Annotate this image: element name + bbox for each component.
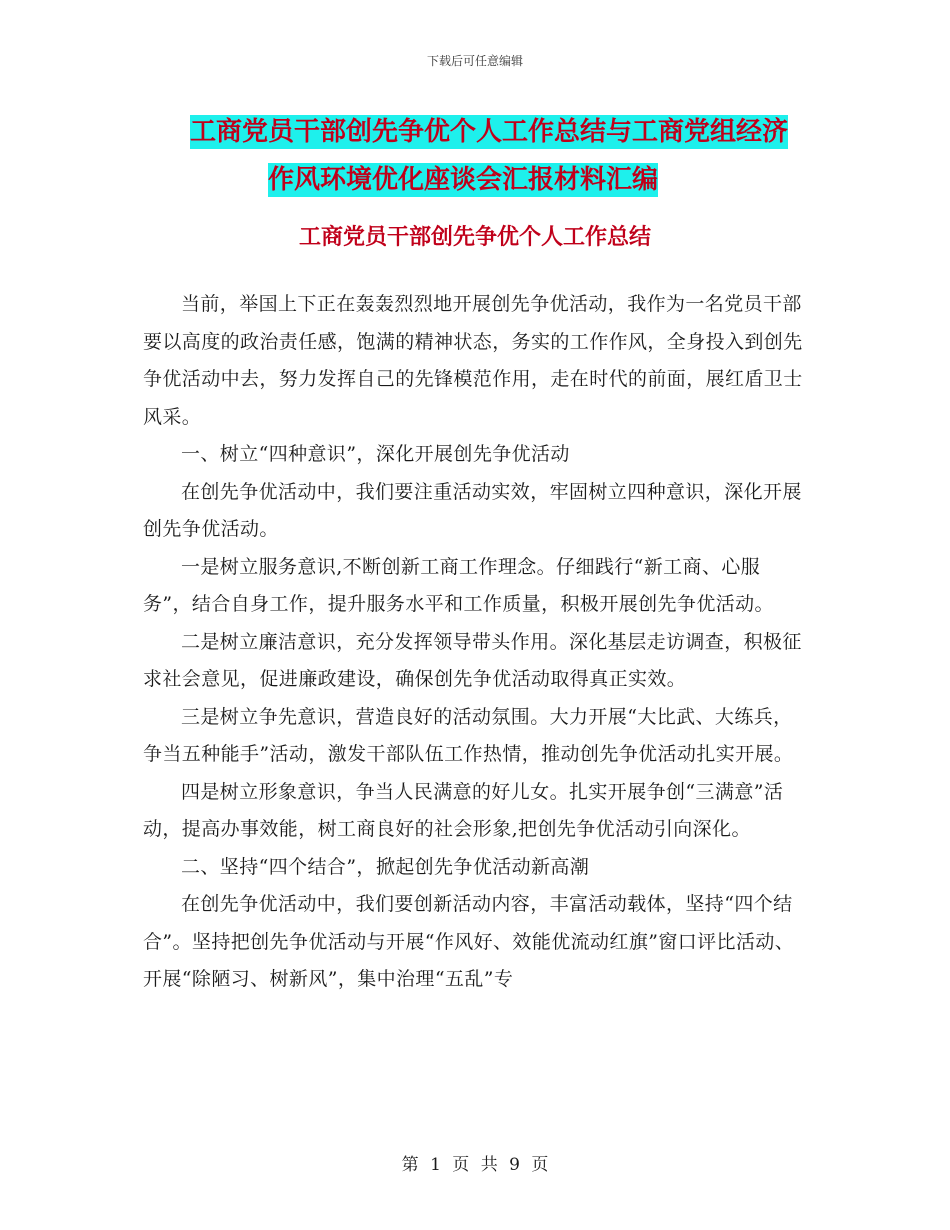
document-title-line-2: 作风环境优化座谈会汇报材料汇编 [267, 165, 658, 195]
paragraph: 在创先争优活动中，我们要注重活动实效，牢固树立四种意识，深化开展创先争优活动。 [143, 480, 802, 540]
page-footer: 第 1 页 共 9 页 [401, 1155, 549, 1175]
paragraph: 三是树立争先意识，营造良好的活动氛围。大力开展“大比武、大练兵，争当五种能手”活动，激发干部队伍工作热情，推动创先争优活动扎实开展。 [143, 705, 794, 765]
section-title: 工商党员干部创先争优个人工作总结 [298, 225, 651, 250]
paragraph: 四是树立形象意识，争当人民满意的好儿女。扎实开展争创“三满意”活动，提高办事效能，树工商良好的社会形象,把创先争优活动引向深化。 [143, 780, 784, 840]
paragraph: 当前，举国上下正在轰轰烈烈地开展创先争优活动，我作为一名党员干部要以高度的政治责任感，饱满的精神状态，务实的工作作风，全身投入到创先争优活动中去，努力发挥自己的先锋模范作用，走在时代的前面，展红盾卫士风采。 [143, 293, 803, 428]
heading-one: 一、树立“四种意识”，深化开展创先争优活动 [181, 443, 570, 465]
header-note: 下载后可任意编辑 [426, 54, 523, 68]
paragraph: 二是树立廉洁意识，充分发挥领导带头作用。深化基层走访调查，积极征求社会意见，促进廉政建设，确保创先争优活动取得真正实效。 [143, 630, 802, 690]
paragraph: 在创先争优活动中，我们要创新活动内容，丰富活动载体，坚持“四个结合”。坚持把创先争优活动与开展“作风好、效能优流动红旗”窗口评比活动、开展“除陋习、树新风”，集中治理“五乱”专 [143, 893, 795, 990]
heading-two: 二、坚持“四个结合”，掀起创先争优活动新高潮 [181, 855, 590, 878]
document-title-line-1: 工商党员干部创先争优个人工作总结与工商党组经济 [189, 117, 788, 147]
paragraph: 一是树立服务意识,不断创新工商工作理念。仔细践行“新工商、心服务”，结合自身工作，提升服务水平和工作质量，积极开展创先争优活动。 [143, 555, 774, 615]
document-title [0, 108, 950, 204]
body-text [143, 286, 808, 999]
